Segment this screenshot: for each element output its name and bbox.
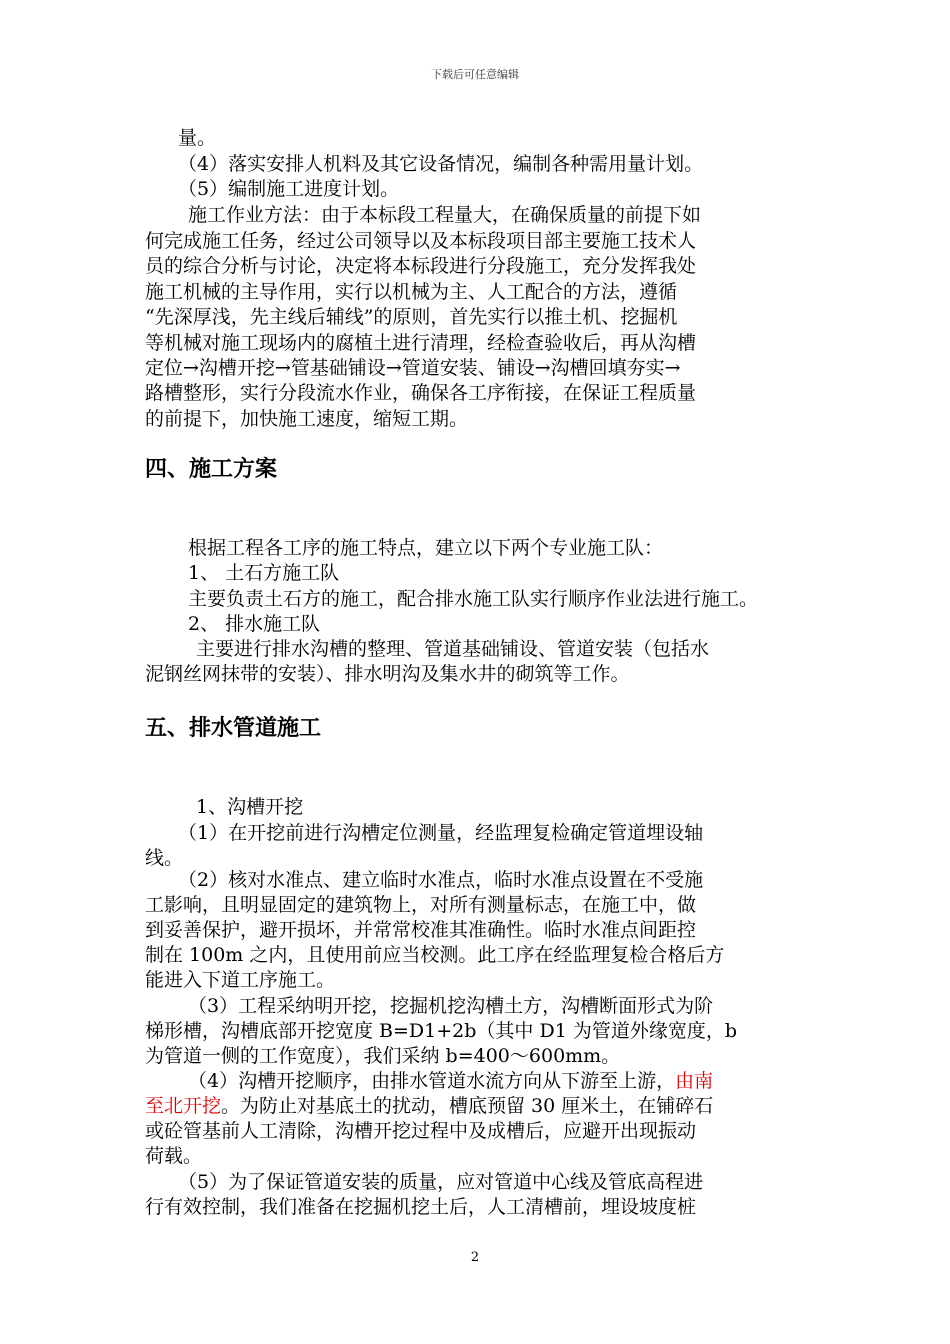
paragraph-line: “先深厚浅，先主线后辅线”的原则，首先实行以推土机、挖掘机 [145, 306, 678, 328]
paragraph-text: （4）沟槽开挖顺序，由排水管道水流方向从下游至上游， [188, 1070, 676, 1092]
section-heading: 四、施工方案 [145, 457, 278, 482]
paragraph-line: 施工机械的主导作用，实行以机械为主、人工配合的方法，遵循 [145, 281, 678, 303]
paragraph-line: 等机械对施工现场内的腐植土进行清理，经检查验收后，再从沟槽 [145, 332, 697, 354]
paragraph-line: 行有效控制，我们准备在挖掘机挖土后，人工清槽前，埋设坡度桩 [145, 1196, 697, 1218]
paragraph-line: 定位→沟槽开挖→管基础铺设→管道安装、铺设→沟槽回填夯实→ [145, 357, 681, 379]
paragraph-line: 路槽整形，实行分段流水作业，确保各工序衔接，在保证工程质量 [145, 382, 697, 404]
subsection-title: 1、沟槽开挖 [196, 796, 304, 818]
paragraph-line: （5）编制施工进度计划。 [178, 178, 400, 200]
paragraph-line [188, 1069, 713, 1093]
paragraph-line: 量。 [178, 127, 217, 149]
paragraph-line: 何完成施工任务，经过公司领导以及本标段项目部主要施工技术人 [145, 230, 697, 252]
paragraph-line: （5）为了保证管道安装的质量，应对管道中心线及管底高程进 [178, 1171, 704, 1193]
paragraph-line: 线。 [145, 847, 184, 869]
highlighted-text: 至北开挖 [145, 1095, 222, 1117]
paragraph-text: 。为防止对基底土的扰动，槽底预留 30 厘米土，在铺碎石 [221, 1095, 714, 1117]
paragraph-line: 荷载。 [145, 1145, 203, 1167]
paragraph-line: 或砼管基前人工清除，沟槽开挖过程中及成槽后，应避开出现振动 [145, 1120, 697, 1142]
paragraph-line: 为管道一侧的工作宽度），我们采纳 b=400～600mm。 [145, 1045, 621, 1067]
paragraph-line: 制在 100m 之内，且使用前应当校测。此工序在经监理复检合格后方 [145, 944, 725, 966]
list-item: 1、 土石方施工队 [188, 562, 340, 584]
paragraph-line: 工影响，且明显固定的建筑物上，对所有测量标志，在施工中，做 [145, 894, 697, 916]
paragraph-line: （3）工程采纳明开挖，挖掘机挖沟槽土方，沟槽断面形式为阶 [188, 995, 714, 1017]
highlighted-text: 由南 [675, 1070, 714, 1092]
paragraph-line: 泥钢丝网抹带的安装）、排水明沟及集水井的砌筑等工作。 [145, 663, 630, 685]
list-item: 2、 排水施工队 [188, 613, 321, 635]
paragraph-line: 根据工程各工序的施工特点，建立以下两个专业施工队： [188, 537, 664, 559]
paragraph-line: 的前提下，加快施工速度，缩短工期。 [145, 408, 469, 430]
paragraph-line: 到妥善保护，避开损坏，并常常校准其准确性。临时水准点间距控 [145, 919, 697, 941]
page-number: 2 [470, 1250, 480, 1265]
paragraph-line: 施工作业方法：由于本标段工程量大，在确保质量的前提下如 [188, 204, 702, 226]
paragraph-line: 主要进行排水沟槽的整理、管道基础铺设、管道安装（包括水 [196, 638, 710, 660]
paragraph-line: （4）落实安排人机料及其它设备情况，编制各种需用量计划。 [178, 153, 704, 175]
paragraph-line: 主要负责土石方的施工，配合排水施工队实行顺序作业法进行施工。 [188, 588, 759, 610]
section-heading: 五、排水管道施工 [145, 716, 322, 741]
paragraph-line: 能进入下道工序施工。 [145, 969, 336, 991]
paragraph-line: （2）核对水准点、建立临时水准点，临时水准点设置在不受施 [178, 869, 704, 891]
paragraph-line [145, 1094, 713, 1118]
paragraph-line: 梯形槽，沟槽底部开挖宽度 B=D1+2b（其中 D1 为管道外缘宽度，b [145, 1020, 737, 1042]
paragraph-line: 员的综合分析与讨论，决定将本标段进行分段施工，充分发挥我处 [145, 255, 697, 277]
paragraph-line: （1）在开挖前进行沟槽定位测量，经监理复检确定管道埋设轴 [178, 822, 704, 844]
page-header: 下载后可任意编辑 [431, 68, 519, 81]
